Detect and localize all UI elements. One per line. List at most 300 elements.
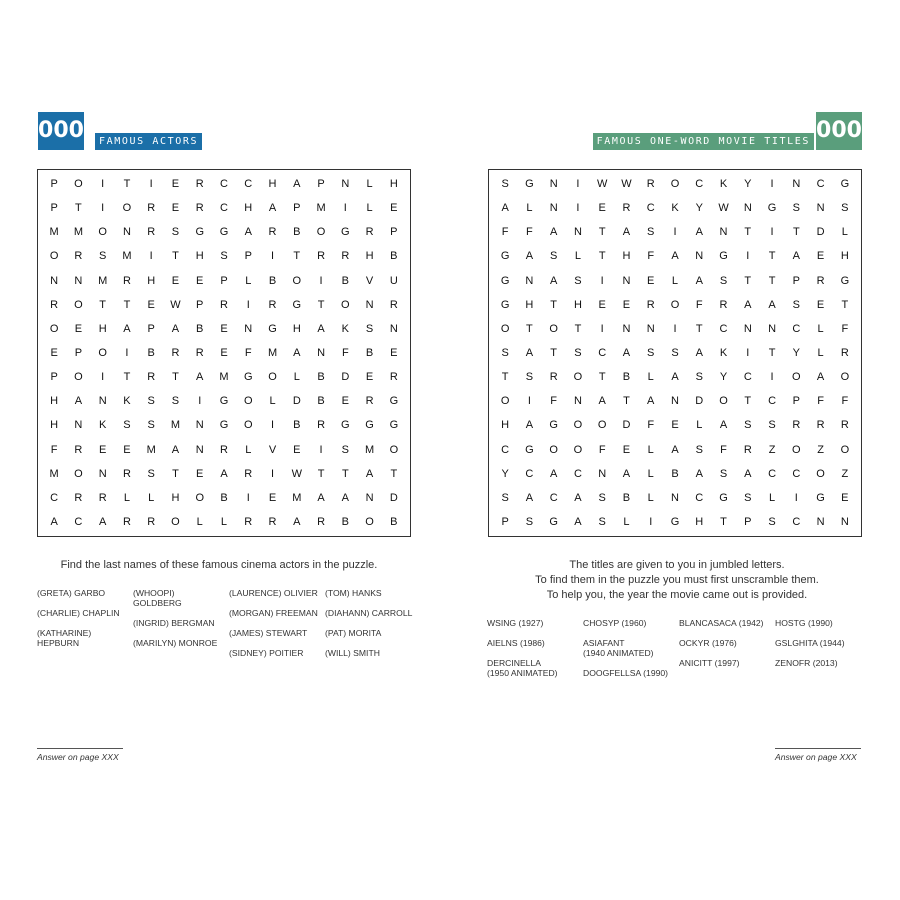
grid-letter[interactable]: B <box>390 515 398 528</box>
grid-letter[interactable]: I <box>198 395 202 408</box>
grid-letter[interactable]: R <box>122 467 131 480</box>
grid-letter[interactable]: B <box>341 515 349 528</box>
grid-letter[interactable]: I <box>746 250 750 263</box>
grid-letter[interactable]: N <box>50 274 59 287</box>
grid-letter[interactable]: W <box>291 467 302 480</box>
grid-letter[interactable]: T <box>501 371 509 384</box>
grid-letter[interactable]: D <box>292 395 301 408</box>
grid-letter[interactable]: I <box>576 202 580 215</box>
grid-letter[interactable]: T <box>841 298 849 311</box>
grid-letter[interactable]: R <box>317 515 326 528</box>
grid-letter[interactable]: S <box>598 491 606 504</box>
grid-letter[interactable]: A <box>293 346 301 359</box>
grid-letter[interactable]: D <box>389 491 398 504</box>
grid-letter[interactable]: R <box>792 419 801 432</box>
grid-letter[interactable]: G <box>840 178 850 191</box>
grid-letter[interactable]: A <box>317 491 325 504</box>
grid-letter[interactable]: S <box>123 419 131 432</box>
grid-letter[interactable]: I <box>673 226 677 239</box>
grid-letter[interactable]: O <box>98 346 107 359</box>
grid-letter[interactable]: B <box>317 371 325 384</box>
grid-letter[interactable]: N <box>622 322 631 335</box>
grid-letter[interactable]: A <box>574 491 582 504</box>
grid-letter[interactable]: S <box>501 178 509 191</box>
grid-letter[interactable]: O <box>341 298 350 311</box>
grid-letter[interactable]: G <box>549 515 558 528</box>
grid-letter[interactable]: N <box>525 274 534 287</box>
grid-letter[interactable]: R <box>195 202 204 215</box>
grid-letter[interactable]: A <box>671 443 679 456</box>
grid-letter[interactable]: D <box>341 371 350 384</box>
grid-letter[interactable]: G <box>719 491 728 504</box>
grid-letter[interactable]: S <box>147 419 155 432</box>
grid-letter[interactable]: R <box>816 274 825 287</box>
grid-letter[interactable]: S <box>574 274 582 287</box>
grid-letter[interactable]: E <box>622 443 631 456</box>
grid-letter[interactable]: D <box>622 419 631 432</box>
grid-letter[interactable]: B <box>147 346 155 359</box>
grid-letter[interactable]: A <box>816 371 825 384</box>
grid-letter[interactable]: E <box>841 491 849 504</box>
grid-letter[interactable]: R <box>365 395 374 408</box>
grid-letter[interactable]: R <box>646 178 655 191</box>
grid-letter[interactable]: P <box>220 274 228 287</box>
grid-letter[interactable]: O <box>792 371 801 384</box>
grid-letter[interactable]: C <box>525 467 534 480</box>
grid-letter[interactable]: A <box>549 226 558 239</box>
grid-letter[interactable]: G <box>341 419 350 432</box>
grid-letter[interactable]: R <box>816 419 825 432</box>
grid-letter[interactable]: O <box>122 202 132 215</box>
grid-letter[interactable]: E <box>98 443 107 456</box>
grid-letter[interactable]: A <box>123 322 131 335</box>
grid-letter[interactable]: L <box>647 467 654 480</box>
grid-letter[interactable]: R <box>220 443 228 456</box>
grid-letter[interactable]: S <box>792 202 800 215</box>
grid-letter[interactable]: L <box>293 371 300 384</box>
grid-letter[interactable]: H <box>147 274 156 287</box>
grid-letter[interactable]: O <box>549 443 558 456</box>
grid-letter[interactable]: P <box>50 371 58 384</box>
grid-letter[interactable]: A <box>171 322 180 335</box>
grid-letter[interactable]: I <box>319 443 323 456</box>
grid-letter[interactable]: L <box>220 515 228 528</box>
grid-letter[interactable]: F <box>647 419 655 432</box>
grid-letter[interactable]: M <box>49 226 59 239</box>
grid-letter[interactable]: S <box>671 346 679 359</box>
grid-letter[interactable]: A <box>647 395 655 408</box>
grid-letter[interactable]: I <box>246 491 250 504</box>
grid-letter[interactable]: H <box>50 395 59 408</box>
grid-letter[interactable]: M <box>146 443 156 456</box>
grid-letter[interactable]: R <box>268 226 277 239</box>
grid-letter[interactable]: H <box>695 515 704 528</box>
grid-letter[interactable]: H <box>50 419 59 432</box>
grid-letter[interactable]: E <box>268 491 277 504</box>
grid-letter[interactable]: Y <box>744 178 752 191</box>
grid-letter[interactable]: S <box>501 346 509 359</box>
grid-letter[interactable]: T <box>317 298 325 311</box>
grid-letter[interactable]: T <box>99 298 107 311</box>
grid-letter[interactable]: A <box>525 346 534 359</box>
grid-letter[interactable]: A <box>622 346 631 359</box>
grid-letter[interactable]: P <box>50 202 58 215</box>
grid-letter[interactable]: F <box>341 346 349 359</box>
grid-letter[interactable]: A <box>293 515 301 528</box>
grid-letter[interactable]: P <box>50 178 58 191</box>
grid-letter[interactable]: G <box>292 298 302 311</box>
grid-letter[interactable]: T <box>574 322 582 335</box>
grid-letter[interactable]: O <box>597 419 607 432</box>
grid-letter[interactable]: O <box>500 322 510 335</box>
grid-letter[interactable]: I <box>101 178 105 191</box>
grid-letter[interactable]: N <box>840 515 849 528</box>
grid-letter[interactable]: R <box>122 515 131 528</box>
grid-letter[interactable]: T <box>768 274 776 287</box>
grid-letter[interactable]: N <box>598 467 607 480</box>
grid-letter[interactable]: L <box>768 491 776 504</box>
grid-letter[interactable]: C <box>646 202 655 215</box>
grid-letter[interactable]: S <box>341 443 349 456</box>
grid-letter[interactable]: G <box>816 491 825 504</box>
grid-letter[interactable]: N <box>244 322 253 335</box>
grid-letter[interactable]: F <box>841 322 849 335</box>
grid-letter[interactable]: I <box>600 274 604 287</box>
grid-letter[interactable]: R <box>743 443 752 456</box>
grid-letter[interactable]: H <box>573 298 582 311</box>
grid-letter[interactable]: B <box>317 395 325 408</box>
grid-letter[interactable]: O <box>74 467 83 480</box>
grid-letter[interactable]: W <box>597 178 608 191</box>
grid-letter[interactable]: I <box>649 515 653 528</box>
grid-letter[interactable]: M <box>98 274 108 287</box>
grid-letter[interactable]: N <box>549 202 558 215</box>
grid-letter[interactable]: F <box>695 298 703 311</box>
grid-letter[interactable]: O <box>840 371 850 384</box>
grid-letter[interactable]: O <box>74 371 83 384</box>
grid-letter[interactable]: V <box>365 274 374 287</box>
grid-letter[interactable]: I <box>770 178 774 191</box>
grid-letter[interactable]: G <box>500 298 510 311</box>
grid-letter[interactable]: K <box>671 202 679 215</box>
grid-letter[interactable]: A <box>768 298 776 311</box>
grid-letter[interactable]: T <box>526 322 533 335</box>
grid-letter[interactable]: P <box>792 274 800 287</box>
grid-letter[interactable]: A <box>671 250 679 263</box>
grid-letter[interactable]: A <box>196 371 204 384</box>
grid-letter[interactable]: R <box>549 371 558 384</box>
grid-letter[interactable]: O <box>243 419 253 432</box>
grid-letter[interactable]: E <box>147 298 155 311</box>
grid-letter[interactable]: G <box>219 395 229 408</box>
grid-letter[interactable]: R <box>147 226 156 239</box>
grid-letter[interactable]: S <box>525 515 534 528</box>
grid-letter[interactable]: N <box>122 226 131 239</box>
grid-letter[interactable]: T <box>744 274 752 287</box>
grid-letter[interactable]: H <box>525 298 534 311</box>
grid-letter[interactable]: F <box>244 346 252 359</box>
grid-letter[interactable]: A <box>622 226 631 239</box>
grid-letter[interactable]: C <box>768 467 777 480</box>
grid-letter[interactable]: T <box>744 395 752 408</box>
grid-letter[interactable]: C <box>695 491 704 504</box>
grid-letter[interactable]: G <box>670 515 680 528</box>
grid-letter[interactable]: S <box>647 226 655 239</box>
grid-letter[interactable]: A <box>525 419 534 432</box>
grid-letter[interactable]: R <box>74 491 83 504</box>
grid-letter[interactable]: R <box>195 178 204 191</box>
grid-letter[interactable]: A <box>695 274 703 287</box>
grid-letter[interactable]: O <box>670 178 680 191</box>
grid-letter[interactable]: N <box>695 250 704 263</box>
grid-letter[interactable]: A <box>792 250 800 263</box>
grid-letter[interactable]: E <box>598 202 606 215</box>
grid-letter[interactable]: R <box>268 298 277 311</box>
grid-letter[interactable]: N <box>195 443 204 456</box>
grid-letter[interactable]: E <box>123 443 131 456</box>
grid-letter[interactable]: I <box>673 322 677 335</box>
grid-letter[interactable]: O <box>171 515 180 528</box>
grid-letter[interactable]: T <box>623 395 630 408</box>
grid-letter[interactable]: R <box>389 298 398 311</box>
grid-letter[interactable]: H <box>195 250 204 263</box>
grid-letter[interactable]: I <box>270 250 275 263</box>
grid-letter[interactable]: S <box>147 467 155 480</box>
grid-letter[interactable]: N <box>98 395 107 408</box>
grid-letter[interactable]: A <box>598 395 606 408</box>
grid-letter[interactable]: L <box>526 202 533 215</box>
grid-letter[interactable]: E <box>365 371 374 384</box>
grid-letter[interactable]: R <box>147 371 156 384</box>
grid-letter[interactable]: A <box>744 298 752 311</box>
grid-letter[interactable]: O <box>49 250 59 263</box>
grid-letter[interactable]: E <box>50 346 58 359</box>
grid-letter[interactable]: G <box>243 371 253 384</box>
grid-letter[interactable]: C <box>74 515 83 528</box>
grid-letter[interactable]: L <box>148 491 155 504</box>
grid-letter[interactable]: I <box>576 178 580 191</box>
grid-letter[interactable]: S <box>719 274 728 287</box>
grid-letter[interactable]: C <box>816 178 825 191</box>
grid-letter[interactable]: O <box>573 419 583 432</box>
grid-letter[interactable]: C <box>695 178 704 191</box>
grid-letter[interactable]: F <box>841 395 849 408</box>
grid-letter[interactable]: I <box>343 202 347 215</box>
grid-letter[interactable]: G <box>195 226 204 239</box>
grid-letter[interactable]: L <box>817 322 824 335</box>
grid-letter[interactable]: E <box>171 178 180 191</box>
grid-letter[interactable]: R <box>50 298 59 311</box>
grid-letter[interactable]: T <box>598 226 606 239</box>
grid-letter[interactable]: T <box>172 467 179 480</box>
grid-letter[interactable]: P <box>74 346 83 359</box>
grid-letter[interactable]: S <box>744 419 752 432</box>
grid-letter[interactable]: C <box>244 178 253 191</box>
grid-letter[interactable]: S <box>574 346 582 359</box>
grid-letter[interactable]: N <box>646 322 655 335</box>
grid-letter[interactable]: E <box>220 346 228 359</box>
grid-letter[interactable]: S <box>792 298 800 311</box>
grid-letter[interactable]: L <box>647 371 654 384</box>
grid-letter[interactable]: A <box>695 346 703 359</box>
grid-letter[interactable]: A <box>501 202 509 215</box>
grid-letter[interactable]: R <box>171 346 180 359</box>
grid-letter[interactable]: I <box>600 322 604 335</box>
grid-letter[interactable]: T <box>172 371 179 384</box>
grid-letter[interactable]: T <box>123 298 131 311</box>
grid-letter[interactable]: I <box>770 226 774 239</box>
grid-letter[interactable]: N <box>743 202 752 215</box>
grid-letter[interactable]: S <box>647 346 655 359</box>
grid-letter[interactable]: R <box>840 346 849 359</box>
grid-letter[interactable]: Z <box>817 443 824 456</box>
grid-letter[interactable]: C <box>598 346 607 359</box>
grid-letter[interactable]: R <box>74 250 83 263</box>
grid-letter[interactable]: F <box>550 395 558 408</box>
grid-letter[interactable]: R <box>244 467 253 480</box>
grid-letter[interactable]: I <box>270 467 275 480</box>
grid-letter[interactable]: A <box>171 443 180 456</box>
grid-letter[interactable]: G <box>268 322 277 335</box>
grid-letter[interactable]: B <box>293 419 301 432</box>
grid-letter[interactable]: O <box>195 491 204 504</box>
grid-letter[interactable]: N <box>389 322 398 335</box>
grid-letter[interactable]: A <box>98 515 107 528</box>
grid-letter[interactable]: B <box>293 226 301 239</box>
grid-letter[interactable]: G <box>365 419 374 432</box>
grid-letter[interactable]: R <box>244 515 253 528</box>
grid-letter[interactable]: S <box>598 515 606 528</box>
grid-letter[interactable]: R <box>195 346 204 359</box>
grid-letter[interactable]: R <box>220 298 228 311</box>
grid-letter[interactable]: Y <box>719 371 728 384</box>
grid-letter[interactable]: I <box>149 178 153 191</box>
grid-letter[interactable]: A <box>50 515 58 528</box>
grid-letter[interactable]: E <box>171 274 180 287</box>
grid-letter[interactable]: T <box>768 250 776 263</box>
grid-letter[interactable]: I <box>125 346 129 359</box>
grid-letter[interactable]: O <box>243 395 253 408</box>
grid-letter[interactable]: L <box>647 443 654 456</box>
grid-letter[interactable]: M <box>73 226 83 239</box>
grid-letter[interactable]: F <box>526 226 533 239</box>
grid-letter[interactable]: H <box>389 178 398 191</box>
grid-letter[interactable]: V <box>268 443 277 456</box>
grid-letter[interactable]: L <box>366 202 373 215</box>
grid-letter[interactable]: L <box>123 491 130 504</box>
grid-letter[interactable]: N <box>573 395 582 408</box>
grid-letter[interactable]: G <box>840 274 850 287</box>
grid-letter[interactable]: R <box>646 298 655 311</box>
grid-letter[interactable]: B <box>622 371 631 384</box>
grid-letter[interactable]: N <box>317 346 326 359</box>
grid-letter[interactable]: N <box>98 467 107 480</box>
grid-letter[interactable]: Z <box>841 467 849 480</box>
grid-letter[interactable]: O <box>389 443 399 456</box>
grid-letter[interactable]: M <box>292 491 302 504</box>
grid-letter[interactable]: Y <box>695 202 703 215</box>
grid-letter[interactable]: L <box>817 346 824 359</box>
grid-letter[interactable]: P <box>501 515 509 528</box>
grid-letter[interactable]: E <box>341 395 349 408</box>
grid-letter[interactable]: G <box>219 226 229 239</box>
grid-letter[interactable]: I <box>101 202 105 215</box>
grid-letter[interactable]: O <box>549 322 558 335</box>
grid-letter[interactable]: W <box>718 202 729 215</box>
grid-letter[interactable]: A <box>244 226 252 239</box>
grid-letter[interactable]: S <box>525 371 534 384</box>
grid-letter[interactable]: E <box>196 274 204 287</box>
grid-letter[interactable]: O <box>365 515 374 528</box>
grid-letter[interactable]: R <box>389 371 398 384</box>
grid-letter[interactable]: L <box>366 178 373 191</box>
grid-letter[interactable]: H <box>292 322 301 335</box>
grid-letter[interactable]: R <box>719 298 728 311</box>
grid-letter[interactable]: P <box>390 226 398 239</box>
grid-letter[interactable]: H <box>622 250 631 263</box>
grid-letter[interactable]: C <box>768 395 777 408</box>
grid-letter[interactable]: E <box>622 298 631 311</box>
grid-letter[interactable]: N <box>341 178 350 191</box>
grid-letter[interactable]: L <box>269 395 276 408</box>
grid-letter[interactable]: T <box>720 515 727 528</box>
grid-letter[interactable]: M <box>170 419 181 432</box>
grid-letter[interactable]: N <box>719 226 728 239</box>
grid-letter[interactable]: S <box>147 395 155 408</box>
grid-letter[interactable]: B <box>196 322 204 335</box>
grid-letter[interactable]: E <box>816 250 825 263</box>
grid-letter[interactable]: A <box>293 178 301 191</box>
grid-letter[interactable]: O <box>792 443 801 456</box>
grid-letter[interactable]: G <box>389 395 399 408</box>
grid-letter[interactable]: T <box>293 250 301 263</box>
grid-letter[interactable]: H <box>244 202 253 215</box>
grid-letter[interactable]: B <box>671 467 679 480</box>
grid-letter[interactable]: I <box>794 491 798 504</box>
grid-letter[interactable]: B <box>390 250 398 263</box>
grid-letter[interactable]: P <box>317 178 325 191</box>
grid-letter[interactable]: F <box>647 250 655 263</box>
grid-letter[interactable]: W <box>170 298 181 311</box>
grid-letter[interactable]: G <box>341 226 350 239</box>
grid-letter[interactable]: T <box>123 178 131 191</box>
grid-letter[interactable]: E <box>220 322 228 335</box>
grid-letter[interactable]: F <box>598 443 606 456</box>
grid-letter[interactable]: M <box>365 443 375 456</box>
grid-letter[interactable]: S <box>768 515 776 528</box>
grid-letter[interactable]: N <box>743 322 752 335</box>
grid-letter[interactable]: G <box>500 250 510 263</box>
grid-letter[interactable]: S <box>841 202 849 215</box>
grid-letter[interactable]: S <box>220 250 228 263</box>
grid-letter[interactable]: E <box>74 322 83 335</box>
grid-letter[interactable]: C <box>792 515 801 528</box>
grid-letter[interactable]: C <box>50 491 59 504</box>
grid-letter[interactable]: K <box>719 178 728 191</box>
grid-letter[interactable]: E <box>293 443 301 456</box>
grid-letter[interactable]: S <box>549 250 558 263</box>
grid-letter[interactable]: L <box>623 515 630 528</box>
grid-letter[interactable]: A <box>220 467 228 480</box>
grid-letter[interactable]: D <box>695 395 704 408</box>
grid-letter[interactable]: I <box>270 419 275 432</box>
grid-letter[interactable]: S <box>98 250 107 263</box>
grid-letter[interactable]: F <box>501 226 509 239</box>
grid-letter[interactable]: R <box>74 443 83 456</box>
grid-letter[interactable]: N <box>549 178 558 191</box>
grid-letter[interactable]: G <box>219 419 229 432</box>
grid-letter[interactable]: L <box>574 250 581 263</box>
